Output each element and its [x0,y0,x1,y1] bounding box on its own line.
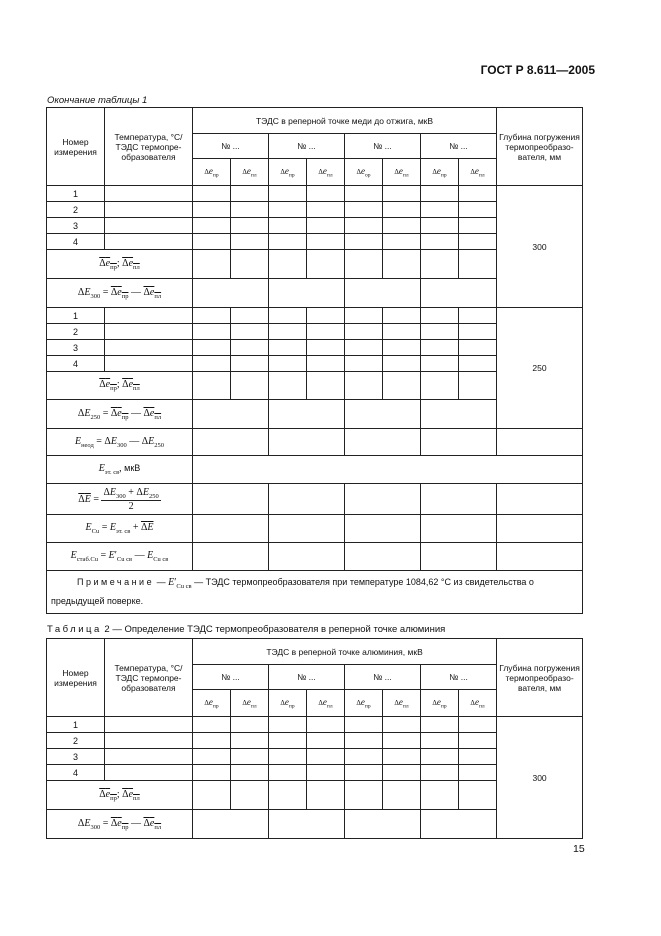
row-number: 2 [47,733,105,749]
sub-header-e-pr: $\Delta e_{пр}$ [269,159,307,186]
col-depth-header: Глубина погружения термопреобразо-вателя, мм [497,108,583,186]
col-temperature-header: Температура, °С/ТЭДС термопре-образователя [105,639,193,717]
sub-header-e-pl: $\Delta e_{пл}$ [459,159,497,186]
sub-header-e-pr: $\Delta e_{пр}$ [421,690,459,717]
table1 [46,107,583,614]
col-tedc-header: ТЭДС в реперной точке меди до отжига, мкВ [193,108,497,134]
note-text: — ТЭДС термопреобразователя при температуре 1084,62 °С из свидетельства о предыдущей поверке. [51,577,534,606]
thermocouple-group-2: № ... [269,134,345,159]
delta-e300-label: $\Delta E_{300} = \Delta e_{пр}$ — $\Delta e_{пл}$ [47,279,193,308]
row-number: 4 [47,765,105,781]
sub-header-e-pl: $\Delta e_{пл}$ [231,159,269,186]
e-stab-cu-formula: $E_{стаб.Cu} = E'_{Cu св}$ — $E_{Cu св}$ [47,543,193,571]
sub-header-e-pl: $\Delta e_{пл}$ [307,159,345,186]
row-number: 2 [47,324,105,340]
row-number: 3 [47,340,105,356]
depth-300: 300 [497,717,583,839]
row-number: 1 [47,308,105,324]
e-cu-formula: $E_{Cu} = E_{эт. св} + \Delta E$ [47,515,193,543]
sub-header-e-pr: $\Delta e_{пр}$ [345,690,383,717]
sub-header-e-pl: $\Delta e_{пл}$ [307,690,345,717]
thermocouple-group-1: № ... [193,134,269,159]
thermocouple-group-4: № ... [421,665,497,690]
row-number: 4 [47,356,105,372]
standard-header: ГОСТ Р 8.611—2005 [480,63,595,77]
sub-header-e-pr: $\Delta e_{пр}$ [269,690,307,717]
sub-header-e-pr: $\Delta e_{ор}$ [345,159,383,186]
table1-caption: Окончание таблицы 1 [47,95,148,106]
thermocouple-group-3: № ... [345,134,421,159]
row-number: 4 [47,234,105,250]
sub-header-e-pr: $\Delta e_{пр}$ [421,159,459,186]
row-number: 1 [47,186,105,202]
col-number-header: Номер измерения [47,108,105,186]
col-depth-header: Глубина погружения термопреобразо-вателя, мм [497,639,583,717]
sub-header-e-pr: $\Delta e_{пр}$ [193,690,231,717]
delta-e250-label: $\Delta E_{250} = \Delta e_{пр}$ — $\Delta e_{пл}$ [47,400,193,429]
sub-header-e-pr: $\Delta e_{пр}$ [193,159,231,186]
note-title: Примечание [77,577,155,587]
sub-header-e-pl: $\Delta e_{пл}$ [383,690,421,717]
row-number: 1 [47,717,105,733]
mean-delta-e-label: $\Delta e_{пр}$; $\Delta e_{пл}$ [47,372,193,400]
thermocouple-group-3: № ... [345,665,421,690]
thermocouple-group-4: № ... [421,134,497,159]
table2-caption: Таблица 2 — Определение ТЭДС термопреобразователя в реперной точке алюминия [47,624,446,635]
e-nonuniformity-label: $E_{неод} = \Delta E_{300}$ — $\Delta E_{250}$ [47,429,193,456]
depth-300: 300 [497,186,583,308]
depth-250: 250 [497,308,583,429]
mean-delta-e-label: $\Delta e_{пр}$; $\Delta e_{пл}$ [47,250,193,279]
table1-note: Примечание — $E'_{Cu св}$ — ТЭДС термопреобразователя при температуре 1084,62 °С из свидетельства о предыдущей поверке. [47,571,583,614]
sub-header-e-pl: $\Delta e_{пл}$ [383,159,421,186]
sub-header-e-pl: $\Delta e_{пл}$ [459,690,497,717]
col-temperature-header: Температура, °С/ТЭДС термопре-образователя [105,108,193,186]
e-reference-label: $E_{эт. св}$, мкВ [47,456,193,484]
col-tedc-header: ТЭДС в реперной точке алюминия, мкВ [193,639,497,665]
delta-e300-label: $\Delta E_{300} = \Delta e_{пр}$ — $\Delta e_{пл}$ [47,810,193,839]
sub-header-e-pl: $\Delta e_{пл}$ [231,690,269,717]
page-number: 15 [573,843,585,855]
row-number: 2 [47,202,105,218]
mean-delta-e-formula: ΔE = $\frac{\Delta E_{300} + \Delta E_{250}}{2}$ [47,484,193,515]
row-number: 3 [47,749,105,765]
mean-delta-e-label: $\Delta e_{пр}$; $\Delta e_{пл}$ [47,781,193,810]
table2 [46,638,583,839]
thermocouple-group-1: № ... [193,665,269,690]
thermocouple-group-2: № ... [269,665,345,690]
col-number-header: Номер измерения [47,639,105,717]
row-number: 3 [47,218,105,234]
